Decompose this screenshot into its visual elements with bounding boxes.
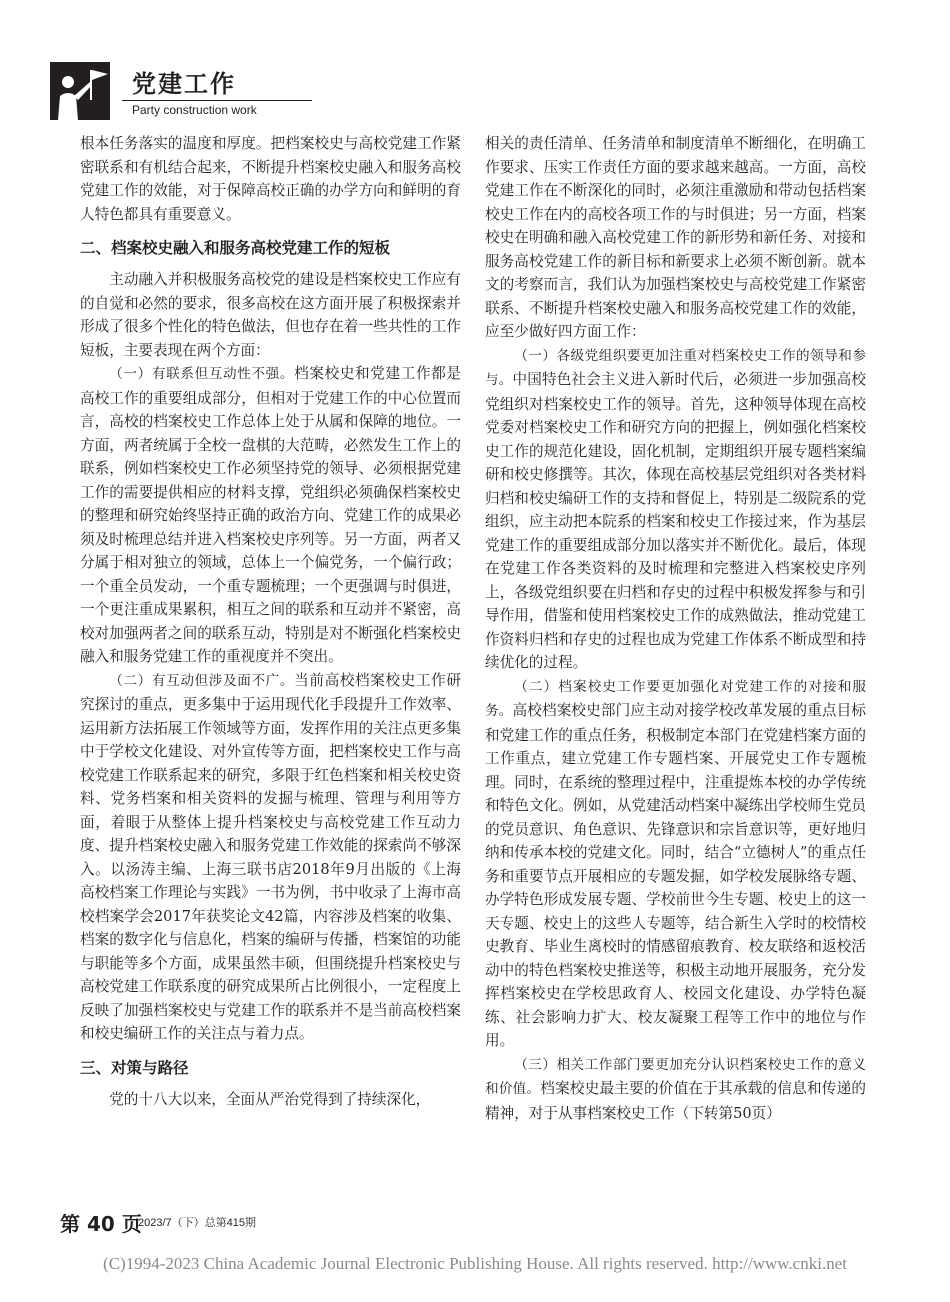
paragraph: [80, 669, 461, 1046]
subsection-lead: （一）各级党组织要更加注重对档案校史工作的领导和参与。: [485, 347, 866, 388]
page-number: 第 40 页: [60, 1212, 142, 1236]
copyright-notice: (C)1994-2023 China Academic Journal Electronic Publishing House. All rights reserved. http://www.cnki.net: [103, 1254, 847, 1273]
subsection-lead: （二）档案校史工作要更加强化对党建工作的对接和服务。: [485, 678, 866, 719]
section-header: [50, 62, 310, 122]
paragraph-body: 档案校史和党建工作都是高校工作的重要组成部分，但相对于党建工作的中心位置而言，高校的档案校史工作总体上处于从属和保障的地位。一方面，两者统属于全校一盘棋的大范畴，必然发生工作上的联系，例如档案校史工作必须坚持党的领导、必须根据党建工作的需要提供相应的材料支撑，党组织必须确保档案校史的整理和研究始终坚持正确的政治方向、党建工作的成果必须及时梳理总结并进入档案校史序列等。另一方面，两者又分属于相对独立的领域，总体上一个偏党务，一个偏行政；一个重全员发动，一个重专题梳理；一个更强调与时俱进，一个更注重成果累积，相互之间的联系和互动并不紧密，高校对加强两者之间的联系互动，特别是对不断强化档案校史融入和服务党建工作的重视度并不突出。: [80, 365, 461, 665]
paragraph: [80, 362, 461, 669]
party-worker-logo-icon: [50, 62, 110, 120]
paragraph: 主动融入并积极服务高校党的建设是档案校史工作应有的自觉和必然的要求，很多高校在这方面开展了积极探索并形成了很多个性化的特色做法，但也存在着一些共性的工作短板，主要表现在两个方面：: [80, 271, 461, 359]
issue-info: 2023/7（下）总第415期: [138, 1217, 256, 1229]
paragraph-body: 档案校史最主要的价值在于其承载的信息和传递的精神，对于从事档案校史工作（下转第50页）: [485, 1080, 866, 1122]
paragraph: 相关的责任清单、任务清单和制度清单不断细化，在明确工作要求、压实工作责任方面的要求越来越高。一方面，高校党建工作在不断深化的同时，必须注重激励和带动包括档案校史工作在内的高校各项工作的与时俱进；另一方面，档案校史在明确和融入高校党建工作的新形势和新任务、对接和服务高校党建工作的新目标和新要求上必须不断创新。就本文的考察而言，我们认为加强档案校史与高校党建工作紧密联系、不断提升档案校史融入和服务高校党建工作的效能，应至少做好四方面工作：: [485, 135, 866, 340]
paragraph: [485, 675, 866, 1053]
header-divider: [122, 100, 312, 101]
subsection-lead: （二）有互动但涉及面不广。: [109, 672, 295, 689]
paragraph: 根本任务落实的温度和厚度。把档案校史与高校党建工作紧密联系和有机结合起来，不断提升档案校史融入和服务高校党建工作的效能，对于保障高校正确的办学方向和鲜明的育人特色都具有重要意义。: [80, 135, 461, 223]
subsection-lead: （一）有联系但互动性不强。: [109, 366, 295, 382]
right-column: [485, 132, 866, 1125]
section-heading: 三、对策与路径: [80, 1058, 189, 1077]
paragraph: [485, 344, 866, 675]
subsection-lead: （三）相关工作部门要更加充分认识档案校史工作的意义和价值。: [485, 1056, 866, 1097]
paragraph-body: 中国特色社会主义进入新时代后，必须进一步加强高校党组织对档案校史工作的领导。首先，这种领导体现在高校党委对档案校史工作和研究方向的把握上，例如强化档案校史工作的规范化建设，固化机制，定期组织开展专题档案编研和校史修撰等。其次，体现在高校基层党组织对各类材料归档和校史编研工作的支持和督促上，特别是二级院系的党组织，应主动把本院系的档案和校史工作接过来，作为基层党建工作的重要组成部分加以落实并不断优化。最后，体现在党建工作各类资料的及时梳理和完整进入档案校史序列上，各级党组织要在归档和存史的过程中积极发挥参与和引导作用，借鉴和使用档案校史工作的成熟做法，推动党建工作资料归档和存史的过程也成为党建工作体系不断成型和持续优化的过程。: [485, 371, 866, 671]
left-column: [80, 132, 461, 1111]
section-heading: 二、档案校史融入和服务高校党建工作的短板: [80, 239, 391, 257]
paragraph: 党的十八大以来，全面从严治党得到了持续深化，: [109, 1090, 431, 1108]
paragraph: [485, 1053, 866, 1126]
section-subtitle: Party construction work: [132, 103, 257, 117]
paragraph-body: 高校档案校史部门应主动对接学校改革发展的重点目标和党建工作的重点任务，积极制定本部门在党建档案方面的工作重点，建立党建工作专题档案、开展党史工作专题梳理。同时，在系统的整理过程中，注重提炼本校的办学传统和特色文化。例如，从党建活动档案中凝练出学校师生党员的党员意识、角色意识、先锋意识和宗旨意识等，更好地归纳和传承本校的党建文化。同时，结合“立德树人”的重点任务和重要节点开展相应的专题发掘，如学校发展脉络专题、办学特色形成发展专题、学校前世今生专题、校史上的这一天专题、校史上的这些人专题等，结合新生入学时的校情校史教育、毕业生离校时的情感留痕教育、校友联络和返校活动中的特色档案校史推送等，积极主动地开展服务，充分发挥档案校史在学校思政育人、校园文化建设、办学特色凝练、社会影响力扩大、校友凝聚工程等工作中的地位与作用。: [485, 702, 866, 1049]
section-title: 党建工作: [132, 69, 236, 98]
paragraph-body: 当前高校档案校史工作研究探讨的重点，更多集中于运用现代化手段提升工作效率、运用新方法拓展工作领域等方面，发挥作用的关注点更多集中于学校文化建设、对外宣传等方面，把档案校史工作与高校党建工作联系起来的研究，多限于红色档案和相关校史资料、党务档案和相关资料的发掘与梳理、管理与利用等方面，着眼于从整体上提升档案校史与高校党建工作互动力度、提升档案校史融入和服务党建工作效能的探索尚不够深入。以汤涛主编、上海三联书店2018年9月出版的《上海高校档案工作理论与实践》一书为例，书中收录了上海市高校档案学会2017年获奖论文42篇，内容涉及档案的收集、档案的数字化与信息化，档案的编研与传播，档案馆的功能与职能等多个方面，成果虽然丰硕，但围绕提升档案校史与高校党建工作联系度的研究成果所占比例很小，一定程度上反映了加强档案校史与党建工作的联系并不是当前高校档案和校史编研工作的关注点与着力点。: [80, 671, 461, 1042]
